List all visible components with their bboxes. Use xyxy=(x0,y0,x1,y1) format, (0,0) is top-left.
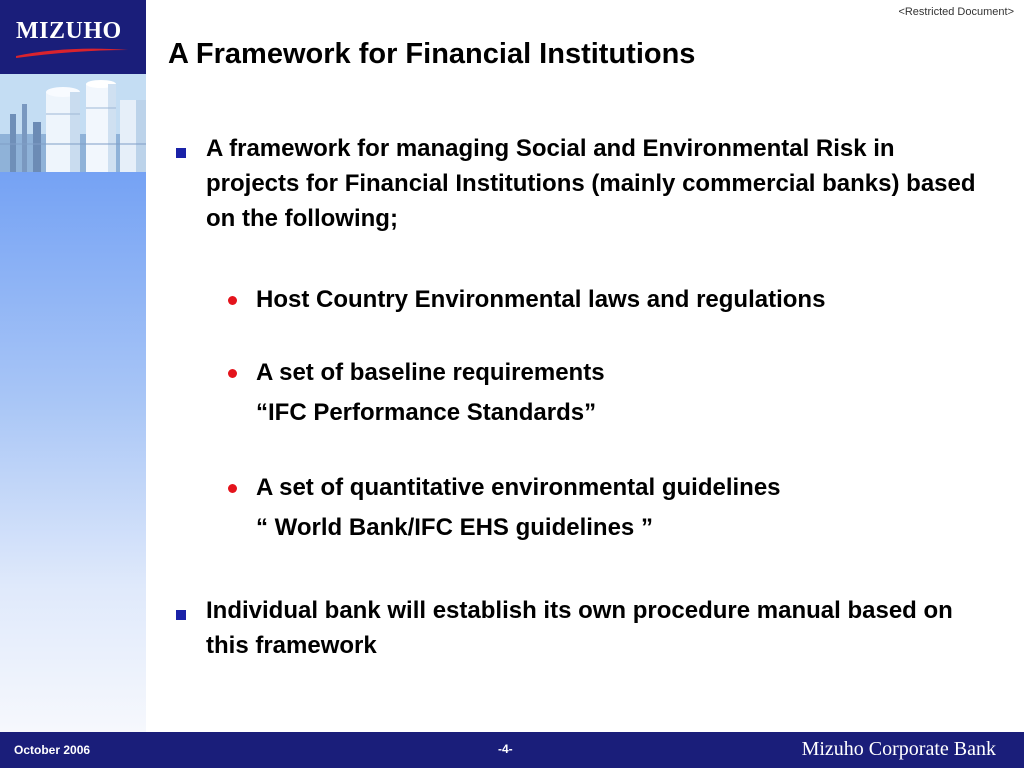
footer-bank-name: Mizuho Corporate Bank xyxy=(801,738,996,760)
footer-bar xyxy=(0,732,1024,768)
logo-swoosh-icon xyxy=(14,45,130,59)
restricted-document-label: <Restricted Document> xyxy=(898,6,1014,18)
bullet-item-procedure-manual xyxy=(176,593,976,663)
sub-item-baseline-requirements xyxy=(228,353,988,433)
bullet-text: Individual bank will establish its own procedure manual based on this framework xyxy=(206,597,953,659)
bullet-text: A framework for managing Social and Environmental Risk in projects for Financial Institutions (mainly commercial banks) based on the following; xyxy=(206,135,976,232)
mizuho-logo xyxy=(0,0,146,74)
dot-bullet-icon xyxy=(228,296,237,305)
storage-tanks-image xyxy=(0,74,146,172)
page-title: A Framework for Financial Institutions xyxy=(168,38,696,70)
logo-text: MIZUHO xyxy=(16,18,122,44)
footer-date: October 2006 xyxy=(14,743,91,757)
square-bullet-icon xyxy=(176,148,186,158)
dot-bullet-icon xyxy=(228,369,237,378)
sub-item-host-country xyxy=(228,280,988,320)
industrial-photo xyxy=(0,74,146,172)
square-bullet-icon xyxy=(176,610,186,620)
bullet-item-framework xyxy=(176,131,976,236)
dot-bullet-icon xyxy=(228,484,237,493)
sub-item-quantitative-guidelines xyxy=(228,468,988,548)
sub-item-detail: “ World Bank/IFC EHS guidelines ” xyxy=(256,514,653,541)
sub-item-text: A set of quantitative environmental guidelines xyxy=(256,474,781,501)
sub-item-text: A set of baseline requirements xyxy=(256,359,605,386)
sub-item-detail: “IFC Performance Standards” xyxy=(256,399,597,426)
page-number: -4- xyxy=(498,742,513,756)
sub-item-text: Host Country Environmental laws and regulations xyxy=(256,286,826,313)
